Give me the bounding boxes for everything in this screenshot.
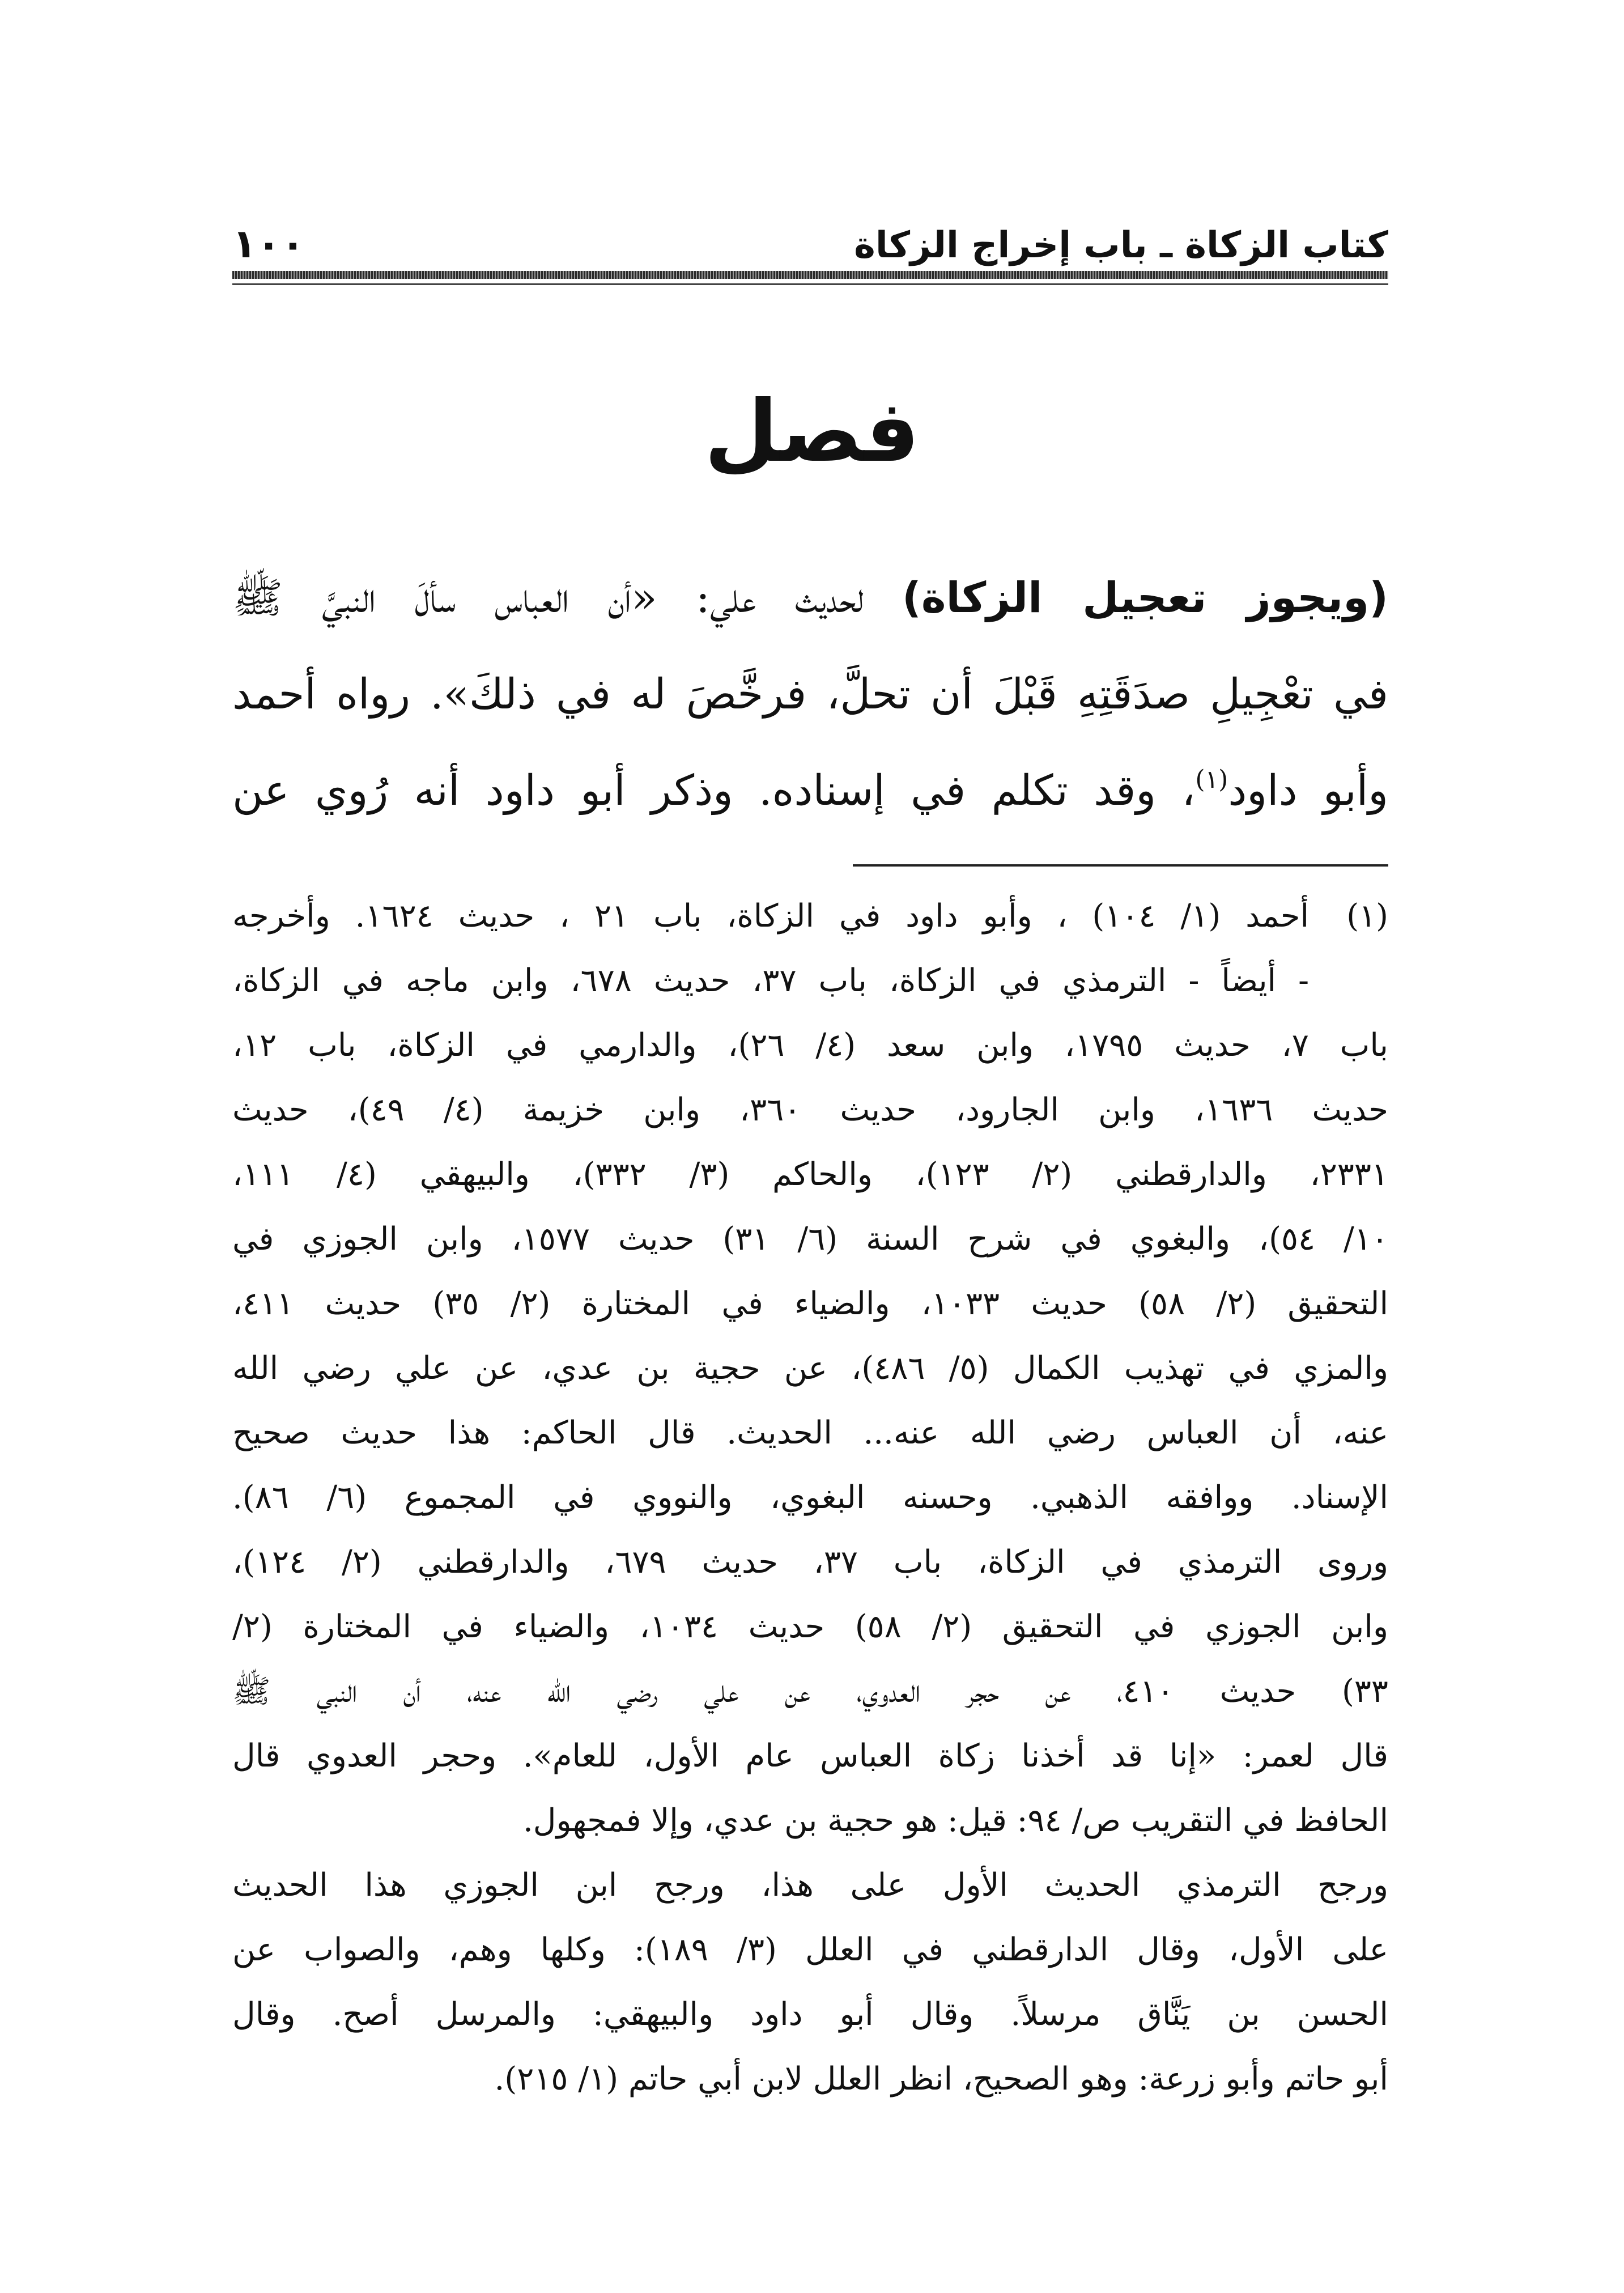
footnote-line: والمزي في تهذيب الكمال (٥/ ٤٨٦)، عن حجية بن عدي، عن علي رضي الله [232,1350,1389,1387]
footnote-line: أبو حاتم وأبو زرعة: وهو الصحيح، انظر العلل لابن أبي حاتم (١/ ٢١٥). [494,2061,1388,2097]
main-line [232,550,1388,646]
main-line-text: وأبو داود [1228,766,1388,815]
header-rule-thin [232,283,1388,285]
main-line-text: ، وقد تكلم في إسناده. وذكر أبو داود أنه رُوي عن [232,766,1196,815]
footnote-line: حديث ١٦٣٦، وابن الجارود، حديث ٣٦٠، وابن خزيمة (٤/ ٤٩)، حديث [232,1092,1389,1128]
footnote-line: ٣٣) حديث ٤١٠، عن حجر العدوي، عن علي رضي الله عنه، أن النبي ﷺ [232,1673,1388,1710]
footnote-line: عنه، أن العباس رضي الله عنه... الحديث. قال الحاكم: هذا حديث صحيح [232,1415,1388,1451]
main-line: في تعْجِيلِ صدَقَتِهِ قَبْلَ أن تحلَّ، فرخَّصَ له في ذلكَ». رواه أحمد [232,670,1388,719]
main-line-text: لحديث علي: «أن العباس سألَ النبيَّ ﷺ [232,574,903,622]
footnote-line: الحسن بن يَنَّاق مرسلاً. وقال أبو داود والبيهقي: والمرسل أصح. وقال [232,1996,1388,2033]
header-rule [232,271,1388,279]
running-header [232,201,1388,267]
bold-phrase: (ويجوز تعجيل الزكاة) [902,574,1388,622]
footnote-reference[interactable]: (١) [1195,765,1228,794]
footnote-line: التحقيق (٢/ ٥٨) حديث ١٠٣٣، والضياء في المختارة (٢/ ٣٥) حديث ٤١١، [232,1285,1388,1322]
footnote-line: على الأول، وقال الدارقطني في العلل (٣/ ١٨٩): وكلها وهم، والصواب عن [232,1931,1388,1968]
page-number: ١٠٠ [232,220,305,267]
footnotes [232,884,1388,2112]
main-paragraph [232,550,1388,839]
main-line [232,742,1388,839]
footnote-line: باب ٧، حديث ١٧٩٥، وابن سعد (٤/ ٢٦)، والدارمي في الزكاة، باب ١٢، [232,1027,1389,1064]
footnote-line-text: أحمد (١/ ١٠٤) ، وأبو داود في الزكاة، باب ٢١ ، حديث ١٦٢٤. وأخرجه [232,898,1310,935]
footnote-line: - أيضاً - الترمذي في الزكاة، باب ٣٧، حديث ٦٧٨، وابن ماجه في الزكاة، [232,962,1309,999]
chapter-title: كتاب الزكاة ـ باب إخراج الزكاة [854,224,1388,266]
footnote-line: الإسناد. ووافقه الذهبي. وحسنه البغوي، والنووي في المجموع (٦/ ٨٦). [232,1479,1388,1516]
footnote-line: قال لعمر: «إنا قد أخذنا زكاة العباس عام الأول، للعام». وحجر العدوي قال [232,1738,1388,1774]
footnote-line [232,884,1388,949]
section-heading: فصل [704,383,920,481]
footnote-line: الحافظ في التقريب ص/ ٩٤: قيل: هو حجية بن عدي، وإلا فمجهول. [522,1802,1388,1839]
footnote-line: ورجح الترمذي الحديث الأول على هذا، ورجح ابن الجوزي هذا الحديث [232,1867,1388,1904]
footnote-separator [853,864,1388,867]
footnote-line: ٢٣٣١، والدارقطني (٢/ ١٢٣)، والحاكم (٣/ ٣٣٢)، والبيهقي (٤/ ١١١، [232,1156,1389,1193]
footnote-line: وابن الجوزي في التحقيق (٢/ ٥٨) حديث ١٠٣٤، والضياء في المختارة (٢/ [232,1608,1388,1645]
footnote-line: وروى الترمذي في الزكاة، باب ٣٧، حديث ٦٧٩، والدارقطني (٢/ ١٢٤)، [232,1544,1389,1581]
footnote-marker: (١) [1346,898,1389,935]
footnote-line: ١٠/ ٥٤)، والبغوي في شرح السنة (٦/ ٣١) حديث ١٥٧٧، وابن الجوزي في [232,1221,1389,1258]
